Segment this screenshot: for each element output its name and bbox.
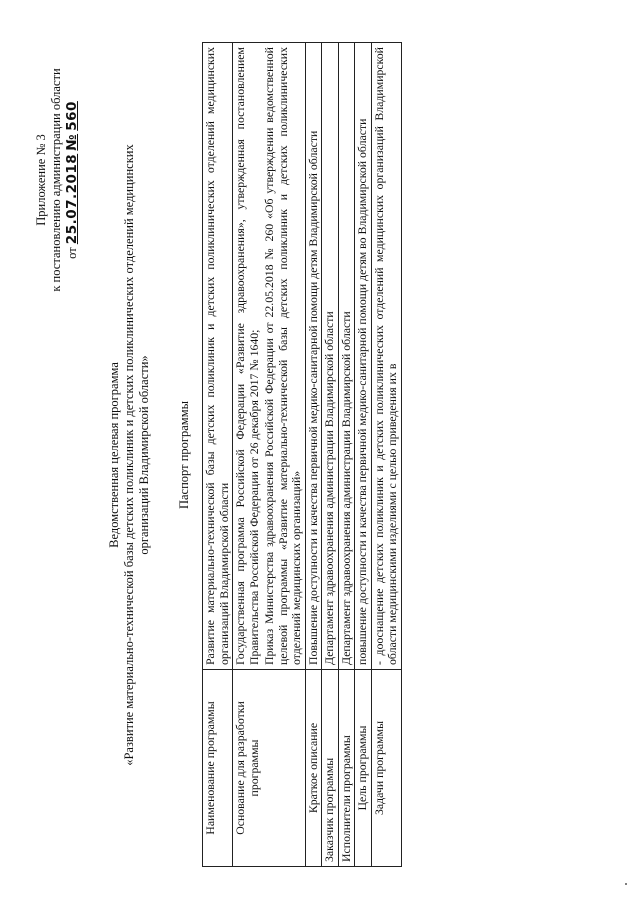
program-title-line2: организаций Владимирской области» [137,355,151,555]
row-value-paragraph: Развитие материально-технической базы детских поликлиник и детских поликлинических отделений медицинских организаций Владимирской области [203,47,231,665]
row-label: Заказчик программы [322,670,339,867]
row-label: Задачи программы [371,670,401,867]
resolution-date: 25.07.2018 [64,153,80,245]
row-value-paragraph: Приказ Министерства здравоохранения Российской Федерации от 22.05.2018 № 260 «Об утверждении ведомственной целевой программы «Развитие материально-технической базы детских поликлиник и детских поликлинических отделений медицинских организаций» [262,47,303,665]
table-row [322,43,339,867]
row-label: Исполнители программы [338,670,355,867]
table-row [203,43,233,867]
row-value [203,43,233,670]
row-label: Наименование программы [203,670,233,867]
table-row [371,43,401,867]
row-label: Основание для разработки программы [233,670,306,867]
date-prefix: от [65,247,79,259]
number-sign: № [64,133,80,151]
row-value-paragraph: Департамент здравоохранения администрации Владимирской области [322,311,336,665]
appendix-number: Приложение № 3 [34,134,48,226]
row-label: Цель программы [355,670,372,867]
passport-title: Паспорт программы [177,400,191,510]
table-row [233,43,306,867]
row-value-paragraph: повышение доступности и качества первичной медико-санитарной помощи детям во Владимирской области [355,118,369,665]
resolution-date-line [65,15,80,345]
table-row [355,43,372,867]
row-value [338,43,355,670]
program-heading [107,45,152,865]
scan-speck [625,883,627,885]
program-title-line1: «Развитие материально-технической базы детских поликлиник и детских поликлинических отделений медицинских [122,144,136,766]
row-value [371,43,401,670]
resolution-number: 560 [64,101,80,131]
row-value-paragraph: Повышение доступности и качества первичной медико-санитарной помощи детям Владимирской области [305,130,320,665]
row-value [305,43,322,670]
table-row [305,43,322,867]
row-value [322,43,339,670]
row-label: Краткое описание [305,670,322,867]
row-value-paragraph: Департамент здравоохранения администрации Владимирской области [338,311,353,665]
row-value [355,43,372,670]
row-value [233,43,306,670]
passport-table [202,42,402,867]
approval-block [34,15,80,345]
table-row [338,43,355,867]
program-type: Ведомственная целевая программа [107,362,121,548]
row-value-paragraph: Государственная программа Российской Федерации «Развитие здравоохранения», утвержденная постановлением Правительства Российской Федерации от 26 декабря 2017 № 1640; [233,47,261,665]
resolution-reference: к постановлению администрации области [49,68,63,292]
row-value-paragraph: - дооснащение детских поликлиник и детских поликлинических отделений медицинских организаций Владимирской области медицинскими изделиями с целью приведения их в [371,47,399,665]
